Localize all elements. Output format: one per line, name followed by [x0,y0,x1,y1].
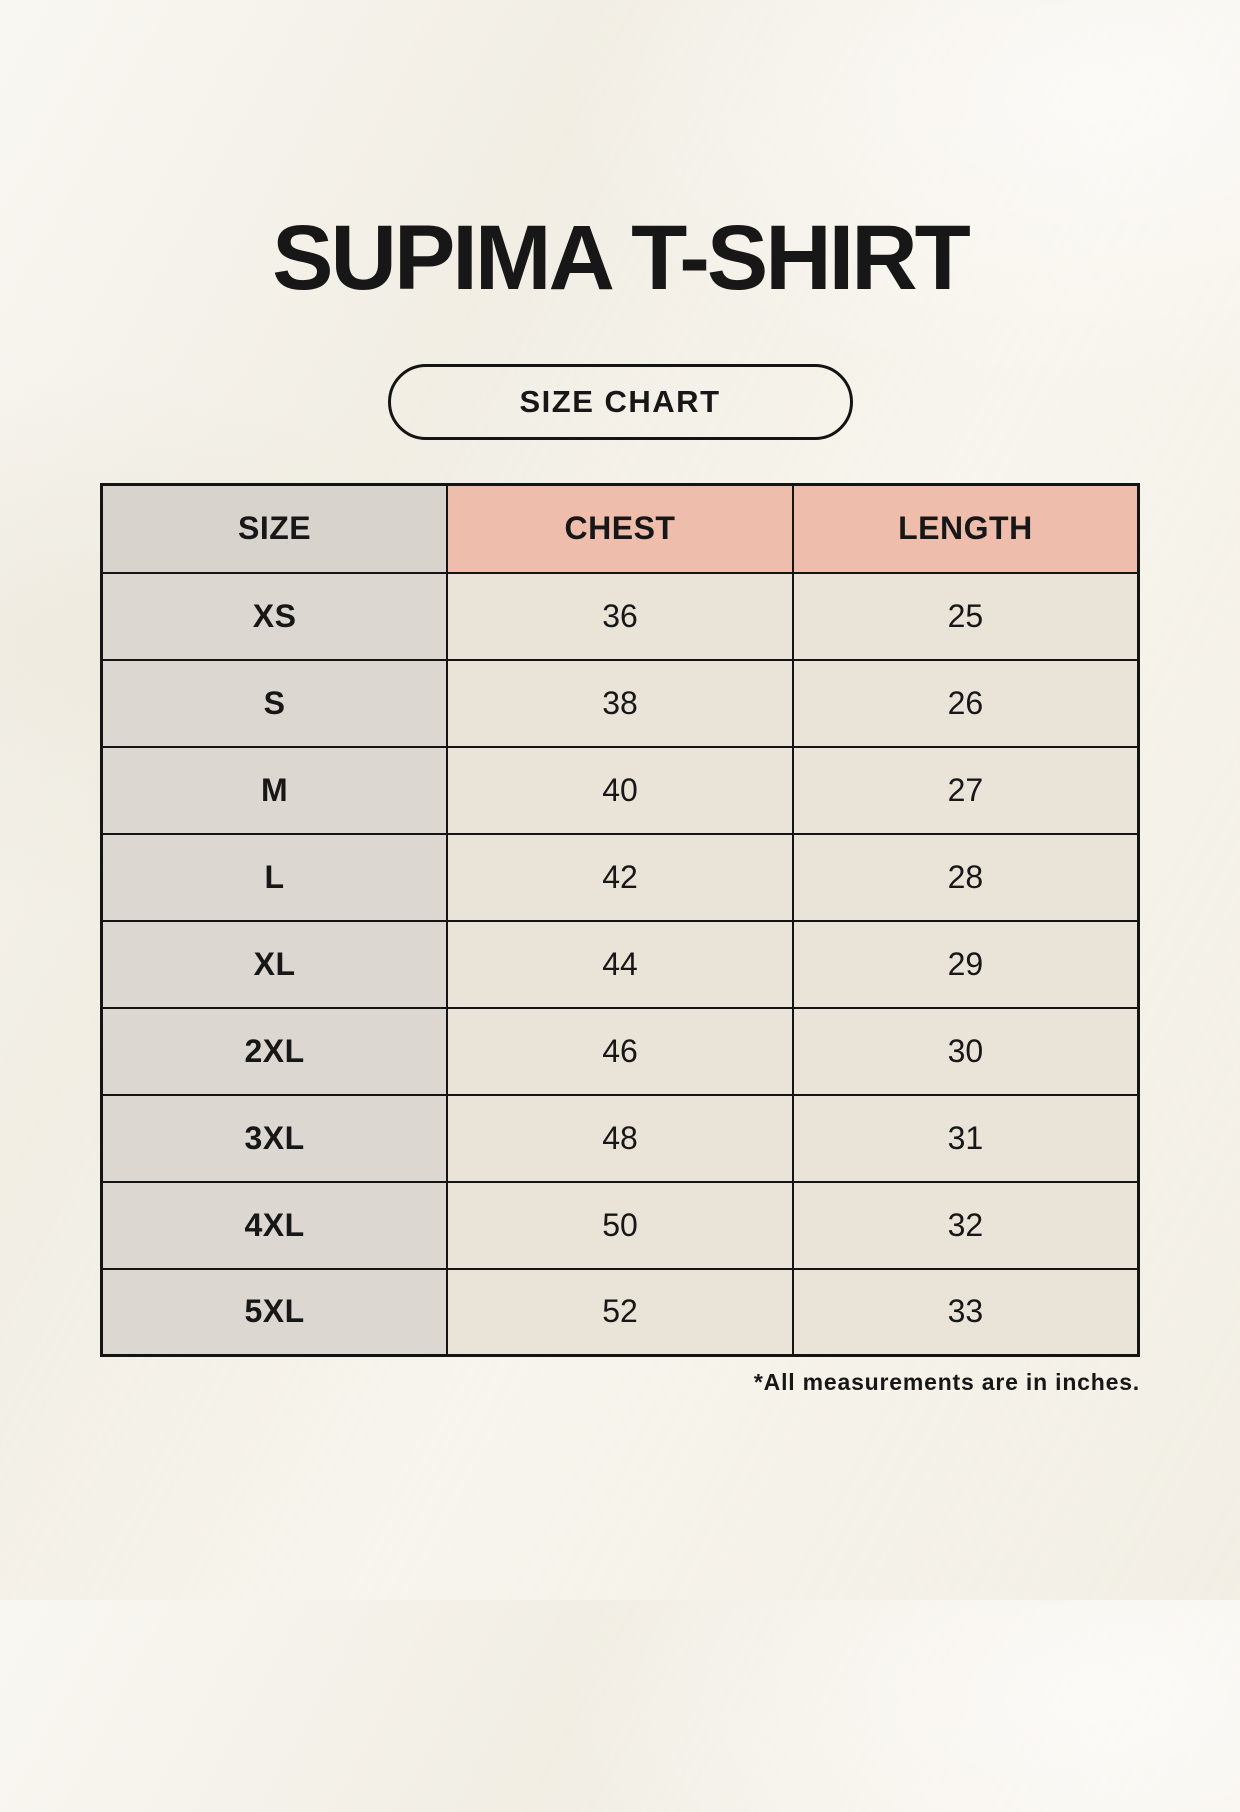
length-cell: 25 [793,573,1139,660]
table-row [102,921,1139,1008]
table-row [102,1182,1139,1269]
size-table-wrap [100,483,1140,1357]
table-row [102,747,1139,834]
size-cell: 2XL [102,1008,448,1095]
length-cell: 30 [793,1008,1139,1095]
chest-cell: 46 [447,1008,793,1095]
table-row [102,1008,1139,1095]
chest-cell: 40 [447,747,793,834]
column-header-chest: CHEST [447,485,793,573]
length-cell: 29 [793,921,1139,1008]
table-row [102,660,1139,747]
chest-cell: 52 [447,1269,793,1356]
chest-cell: 42 [447,834,793,921]
header-row [102,485,1139,573]
length-cell: 33 [793,1269,1139,1356]
table-row [102,1269,1139,1356]
column-header-length: LENGTH [793,485,1139,573]
chest-cell: 36 [447,573,793,660]
table-row [102,834,1139,921]
chest-cell: 38 [447,660,793,747]
length-cell: 27 [793,747,1139,834]
size-table-header [102,485,1139,573]
size-cell: 5XL [102,1269,448,1356]
column-header-size: SIZE [102,485,448,573]
chest-cell: 50 [447,1182,793,1269]
chest-cell: 44 [447,921,793,1008]
size-cell: 3XL [102,1095,448,1182]
size-cell: S [102,660,448,747]
length-cell: 31 [793,1095,1139,1182]
size-cell: 4XL [102,1182,448,1269]
size-table-body [102,573,1139,1356]
page-title: SUPIMA T-SHIRT [272,207,968,309]
size-chart-badge [388,364,853,440]
measurements-footnote: *All measurements are in inches. [753,1369,1140,1395]
length-cell: 26 [793,660,1139,747]
length-cell: 32 [793,1182,1139,1269]
size-cell: M [102,747,448,834]
table-row [102,573,1139,660]
length-cell: 28 [793,834,1139,921]
size-table [100,483,1140,1357]
size-chart-badge-label: SIZE CHART [519,384,721,419]
table-row [102,1095,1139,1182]
size-chart-poster [0,207,1240,1812]
chest-cell: 48 [447,1095,793,1182]
size-cell: L [102,834,448,921]
size-cell: XS [102,573,448,660]
size-cell: XL [102,921,448,1008]
